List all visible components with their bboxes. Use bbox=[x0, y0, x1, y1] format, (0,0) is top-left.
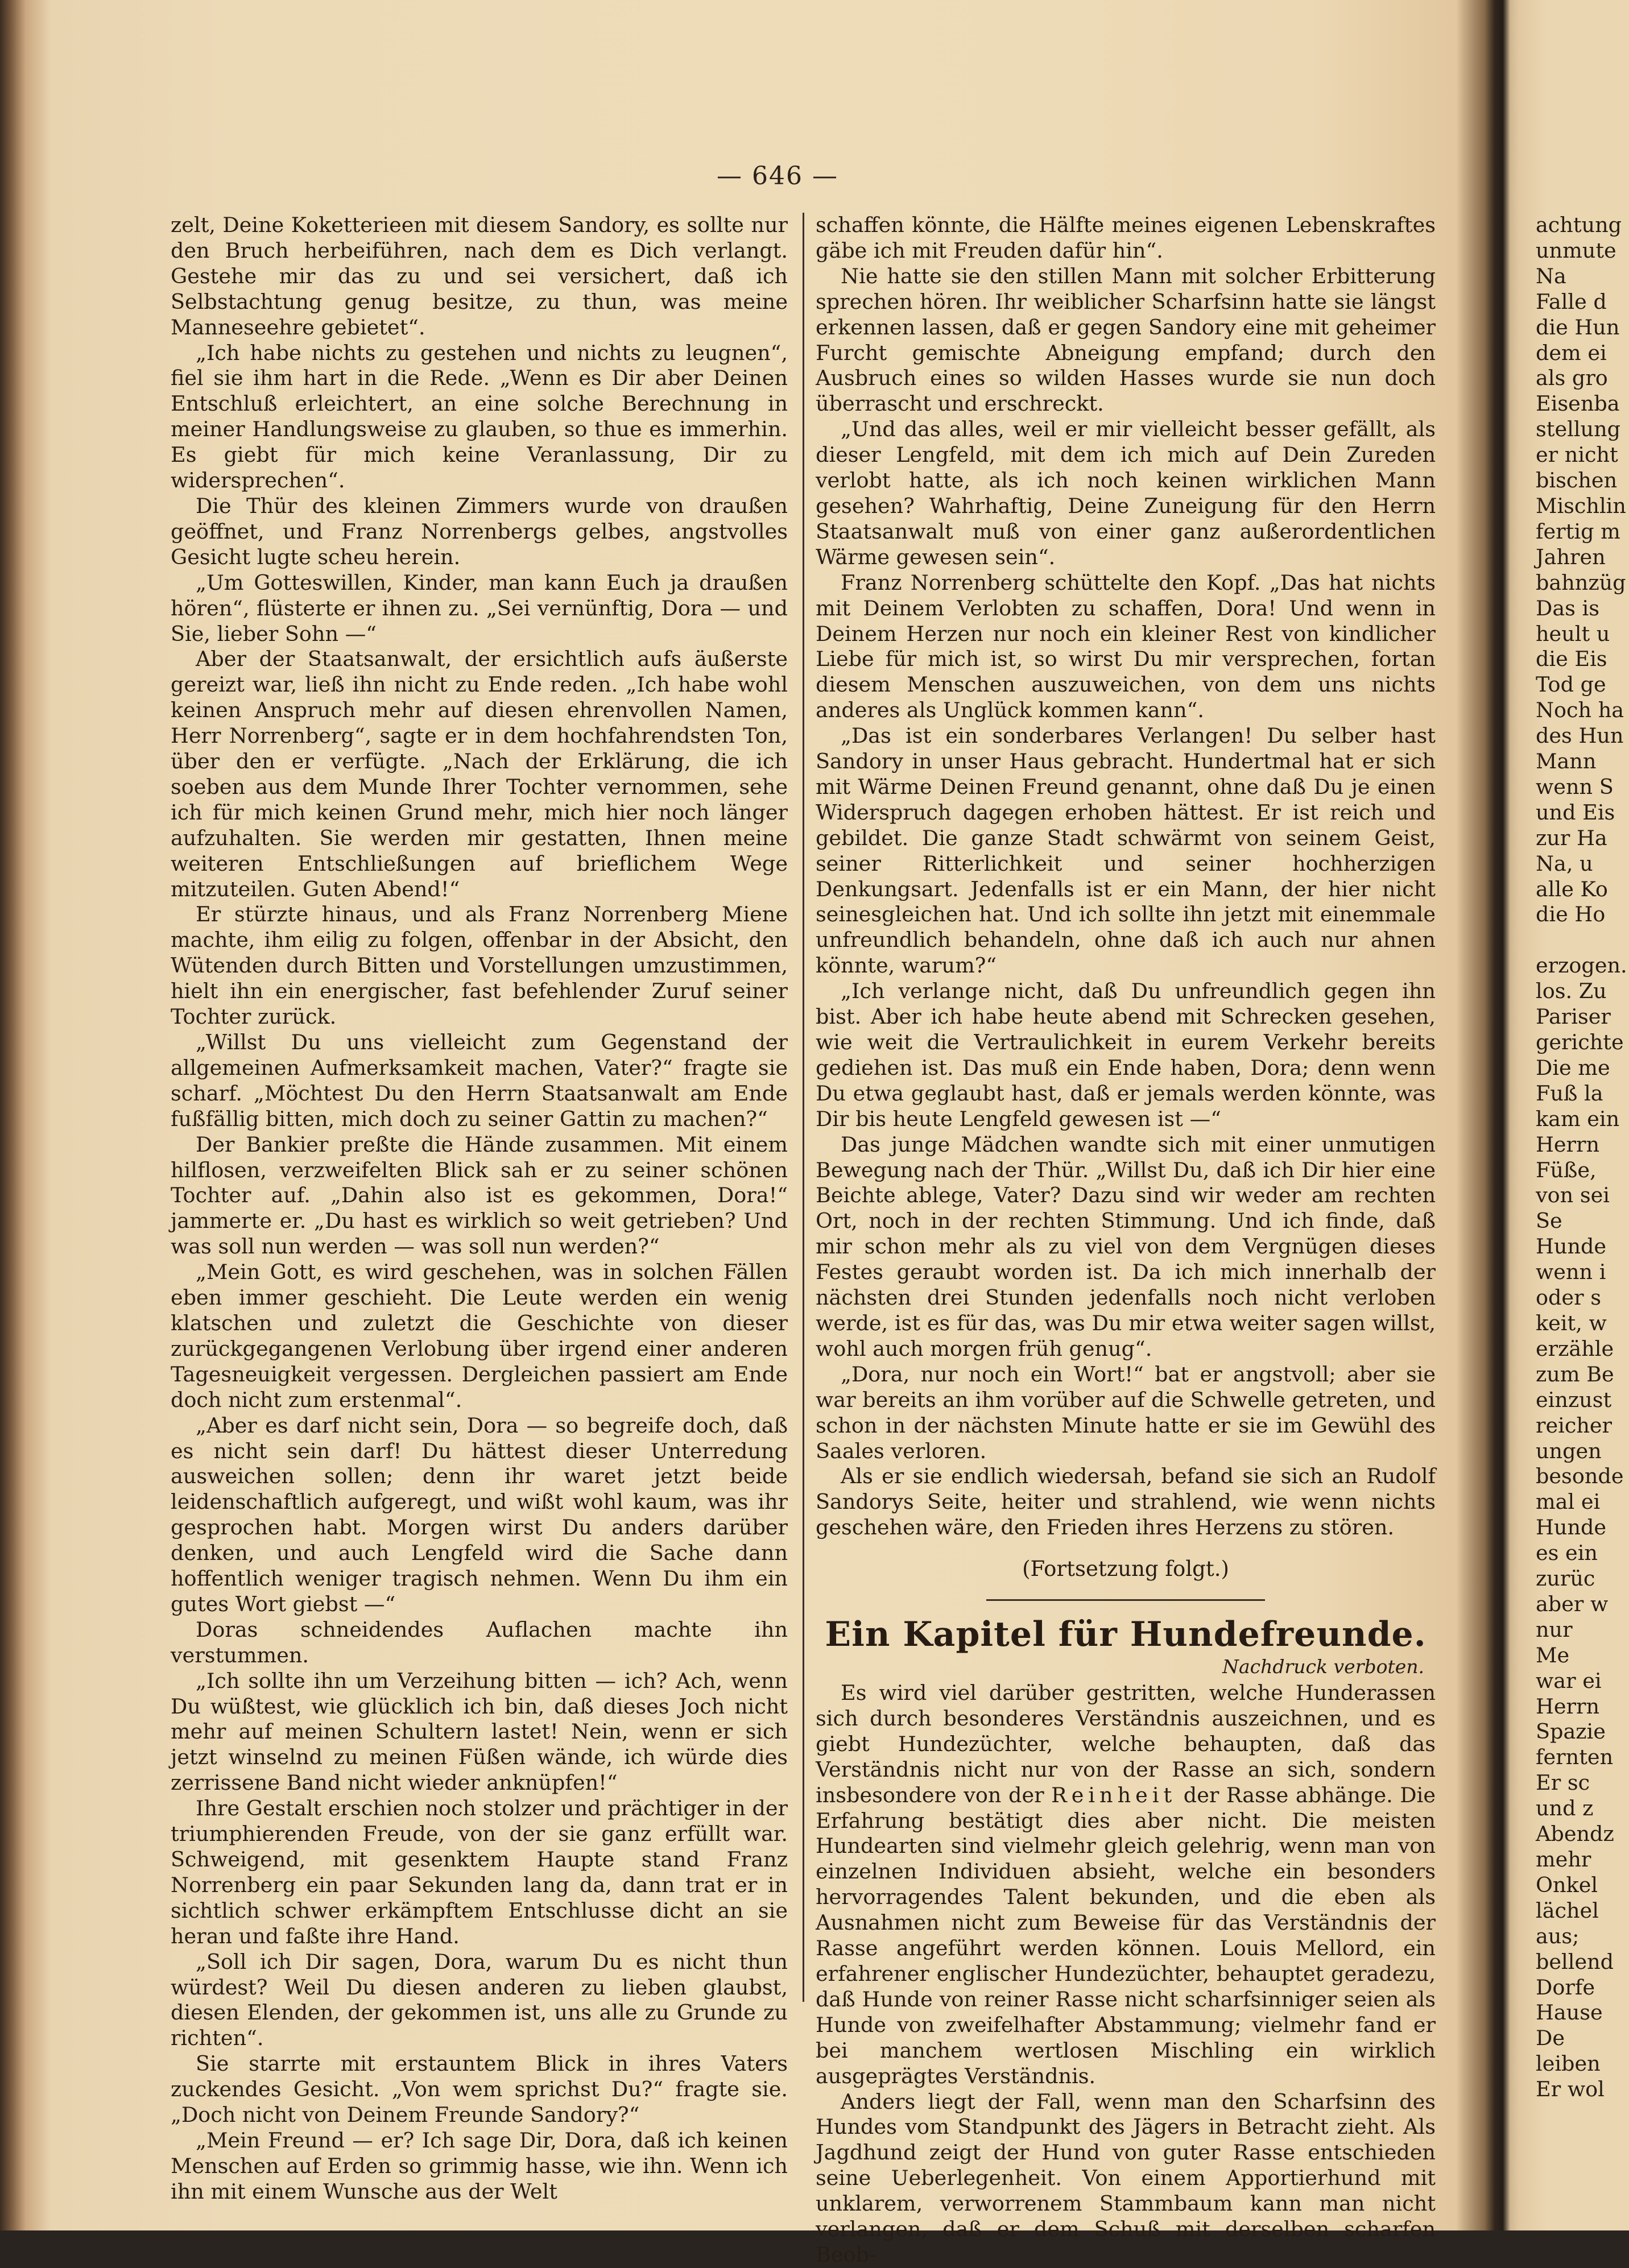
fragment-line: reicher bbox=[1536, 1413, 1613, 1438]
story-paragraph: „Mein Gott, es wird geschehen, was in solchen Fällen eben immer geschieht. Die Leute werden ein wenig klatschen und zuletzt die Geschichte von dieser zurückgegangenen Verlobung über irgend einer anderen Tagesneuigkeit vergessen. Dergleichen passiert am Ende doch nicht zum erstenmal“. bbox=[171, 1260, 788, 1412]
page-number: — 646 — bbox=[717, 162, 838, 191]
fragment-line: fernten bbox=[1536, 1745, 1614, 1770]
next-page-column-fragment bbox=[1536, 213, 1629, 2102]
gutter-shadow bbox=[1456, 0, 1519, 2230]
fragment-line: Mischlin bbox=[1536, 493, 1626, 518]
fragment-line: von sei bbox=[1536, 1183, 1610, 1208]
fragment-line: Pariser bbox=[1536, 1004, 1611, 1029]
fragment-line: dem ei bbox=[1536, 340, 1607, 365]
fragment-line: aus; bbox=[1536, 1923, 1580, 1948]
reprint-note: Nachdruck verboten. bbox=[1222, 1656, 1424, 1678]
fragment-line: und z bbox=[1536, 1796, 1594, 1821]
fragment-line: zum Be bbox=[1536, 1361, 1614, 1387]
fragment-line: Onkel bbox=[1536, 1872, 1598, 1897]
article-text: der Rasse abhänge. Die Erfahrung bestätigt dies aber nicht. Die meisten Hundearten sind vielmehr gleich gelehrig, wenn man von einzelnen Individuen absieht, welche ein besonders hervorragendes Talent bekunden, und die eben als Ausnahmen nicht zum Beweise für das Verständnis der Rasse angeführt werden können. Louis Mellord, ein erfahrener englischer Hundezüchter, behauptet geradezu, daß Hunde von reiner Rasse nicht scharfsinniger seien als Hunde von zweifelhafter Abstammung; vielmehr fand er bei manchem wertlosen Mischling ein wirklich ausgeprägtes Verständnis. bbox=[816, 1782, 1436, 2088]
fragment-line: stellung bbox=[1536, 417, 1621, 442]
fragment-line: keit, w bbox=[1536, 1310, 1607, 1335]
article-paragraph: Anders liegt der Fall, wenn man den Scharfsinn des Hundes vom Standpunkt des Jägers in Betracht zieht. Als Jagdhund zeigt der Hund von guter Rasse entschieden seine Ueberlegenheit. Von einem Apportierhund mit unklarem, verworrenem Stammbaum kann man nicht verlangen, daß er dem Schuß mit derselben scharfen Beob- bbox=[816, 2089, 1436, 2267]
column-divider bbox=[803, 213, 804, 2002]
story-paragraph: „Soll ich Dir sagen, Dora, warum Du es nicht thun würdest? Weil Du diesen anderen zu lieben glaubst, diesen Elenden, der gekommen ist, uns alle zu Grunde zu richten“. bbox=[171, 1949, 788, 2051]
article-paragraph bbox=[816, 1681, 1436, 2089]
fragment-line: Er wol bbox=[1536, 2077, 1605, 2102]
fragment-line: die Eis bbox=[1536, 647, 1607, 672]
left-column bbox=[171, 213, 788, 2204]
fragment-line: Na bbox=[1536, 263, 1566, 288]
fragment-line: mehr bbox=[1536, 1847, 1591, 1872]
fragment-line: Fuß la bbox=[1536, 1081, 1603, 1106]
story-paragraph: Der Bankier preßte die Hände zusammen. Mit einem hilflosen, verzweifelten Blick sah er zu seiner schönen Tochter auf. „Dahin also ist es gekommen, Dora!“ jammerte er. „Du hast es wirklich so weit getrieben? Und was soll nun werden — was soll nun werden?“ bbox=[171, 1132, 788, 1259]
article-separator-rule bbox=[986, 1599, 1265, 1601]
fragment-line: Herrn bbox=[1536, 1132, 1600, 1157]
story-paragraph: „Dora, nur noch ein Wort!“ bat er angstvoll; aber sie war bereits an ihm vorüber auf die Schwelle getreten, und schon in der nächsten Minute hatte er sie im Gewühl des Saales verloren. bbox=[816, 1361, 1436, 1463]
fragment-line: war ei bbox=[1536, 1668, 1602, 1693]
fragment-line: De bbox=[1536, 2026, 1565, 2051]
story-paragraph: Das junge Mädchen wandte sich mit einer unmutigen Bewegung nach der Thür. „Willst Du, daß ich Dir hier eine Beichte ablege, Vater? Dazu sind wir weder am rechten Ort, noch in der rechten Stimmung. Und ich finde, daß mir schon mehr als zu viel von dem Vergnügen dieses Festes geraubt worden ist. Da ich mich innerhalb der nächsten drei Stunden jedenfalls noch nicht verloben werde, ist es für das, was Du mir etwa weiter sagen willst, wohl auch morgen früh genug“. bbox=[816, 1132, 1436, 1361]
fragment-line: Er sc bbox=[1536, 1770, 1590, 1795]
emphasized-word: Reinheit bbox=[1051, 1782, 1177, 1807]
fragment-line: Dorfe bbox=[1536, 1975, 1595, 2000]
fragment-line: die Ho bbox=[1536, 902, 1606, 927]
fragment-line: unmute bbox=[1536, 238, 1616, 263]
story-paragraph: Er stürzte hinaus, und als Franz Norrenberg Miene machte, ihm eilig zu folgen, offenbar in der Absicht, den Wütenden durch Bitten und Vorstellungen umzustimmen, hielt ihn ein energischer, fast befehlender Zuruf seiner Tochter zurück. bbox=[171, 902, 788, 1029]
fragment-line: zur Ha bbox=[1536, 825, 1607, 850]
article-title: Ein Kapitel für Hundefreunde. bbox=[825, 1615, 1427, 1655]
fragment-line: Hunde bbox=[1536, 1234, 1607, 1259]
fragment-line: wenn S bbox=[1536, 774, 1614, 799]
header-rule bbox=[171, 208, 1436, 209]
fragment-line: ungen bbox=[1536, 1438, 1602, 1463]
fragment-line: Falle d bbox=[1536, 289, 1607, 314]
fragment-line: wenn i bbox=[1536, 1260, 1606, 1285]
fragment-line: heult u bbox=[1536, 621, 1610, 646]
fragment-line: bellend bbox=[1536, 1949, 1614, 1974]
fragment-line: Hunde bbox=[1536, 1515, 1607, 1540]
fragment-line: Füße, bbox=[1536, 1157, 1597, 1182]
fragment-line: als gro bbox=[1536, 366, 1608, 391]
story-paragraph: „Ich verlange nicht, daß Du unfreundlich gegen ihn bist. Aber ich habe heute abend mit Schrecken gesehen, wie weit die Vertraulichkeit in eurem Verkehr bereits gediehen ist. Das muß ein Ende haben, Dora; denn wenn Du etwa geglaubt hast, daß er jemals werden könnte, was Dir bis heute Lengfeld gewesen ist —“ bbox=[816, 979, 1436, 1131]
story-paragraph: „Willst Du uns vielleicht zum Gegenstand der allgemeinen Aufmerksamkeit machen, Vater?“ fragte sie scharf. „Möchtest Du den Herrn Staatsanwalt am Ende fußfällig bitten, mich doch zu seiner Gattin zu machen?“ bbox=[171, 1030, 788, 1131]
fragment-line: Mann bbox=[1536, 749, 1597, 774]
story-paragraph: zelt, Deine Koketterieen mit diesem Sandory, es sollte nur den Bruch herbeiführen, nach dem es Dich verlangt. Gestehe mir das zu und sei versichert, daß ich Selbstachtung genug besitze, zu thun, was meine Manneseehre gebietet“. bbox=[171, 213, 788, 340]
fragment-line: leiben bbox=[1536, 2051, 1601, 2076]
fragment-line: die Hun bbox=[1536, 314, 1620, 340]
fragment-line: erzogen. bbox=[1536, 953, 1627, 978]
fragment-line: los. Zu bbox=[1536, 979, 1607, 1004]
story-paragraph: „Mein Freund — er? Ich sage Dir, Dora, daß ich keinen Menschen auf Erden so grimmig hasse, wie ihn. Wenn ich ihn mit einem Wunsche aus der Welt bbox=[171, 2128, 788, 2204]
story-paragraph: „Das ist ein sonderbares Verlangen! Du selber hast Sandory in unser Haus gebracht. Hundertmal hat er sich mit Wärme Deinen Freund genannt, ohne daß Du je einen Widerspruch dagegen erhoben hättest. Er ist reich und gebildet. Die ganze Stadt schwärmt von seinem Geist, seiner Ritterlichkeit und seiner hochherzigen Denkungsart. Jedenfalls ist er ein Mann, der hier nicht seinesgleichen hat. Und ich sollte ihn jetzt mit einemmale unfreundlich behandeln, ohne daß ich auch nur ahnen könnte, warum?“ bbox=[816, 723, 1436, 978]
story-continuation bbox=[816, 213, 1436, 1541]
fragment-line: Jahren bbox=[1536, 544, 1606, 569]
fragment-line: kam ein bbox=[1536, 1106, 1620, 1131]
story-paragraph: „Und das alles, weil er mir vielleicht besser gefällt, als dieser Lengfeld, mit dem ich mich auf Dein Zureden verlobt hatte, als ich noch keinen wirklichen Mann gesehen? Wahrhaftig, Deine Zuneigung für den Herrn Staatsanwalt muß von einer ganz außerordentlichen Wärme gewesen sein“. bbox=[816, 417, 1436, 569]
fragment-line: Spazie bbox=[1536, 1719, 1606, 1744]
fragment-line: Me bbox=[1536, 1642, 1570, 1667]
fragment-line: Abendz bbox=[1536, 1822, 1614, 1847]
fragment-line: aber w bbox=[1536, 1591, 1609, 1616]
fragment-line: es ein bbox=[1536, 1541, 1598, 1566]
fragment-line: mal ei bbox=[1536, 1489, 1601, 1514]
fragment-line: des Hun bbox=[1536, 723, 1624, 748]
story-paragraph: Ihre Gestalt erschien noch stolzer und prächtiger in der triumphierenden Freude, von der sie ganz erfüllt war. Schweigend, mit gesenktem Haupte stand Franz Norrenberg ein paar Sekunden lang da, dann trat er in sichtlich schwer erkämpftem Entschlusse dicht an sie heran und faßte ihre Hand. bbox=[171, 1796, 788, 1948]
fragment-line: Tod ge bbox=[1536, 672, 1606, 697]
fragment-line: einzust bbox=[1536, 1387, 1612, 1412]
fragment-line: alle Ko bbox=[1536, 876, 1608, 901]
fragment-line: Noch ha bbox=[1536, 698, 1624, 723]
continued-note: (Fortsetzung folgt.) bbox=[1022, 1557, 1229, 1582]
story-paragraph: „Aber es darf nicht sein, Dora — so begreife doch, daß es nicht sein darf! Du hättest dieser Unterredung ausweichen sollen; denn ihr waret jetzt beide leidenschaftlich aufgeregt, und wißt wohl kaum, was ihr gesprochen habt. Morgen wirst Du anders darüber denken, und auch Lengfeld wird die Sache dann hoffentlich weniger tragisch nehmen. Wenn Du ihm ein gutes Wort giebst —“ bbox=[171, 1413, 788, 1616]
fragment-line: Herrn bbox=[1536, 1694, 1600, 1719]
fragment-line: besonde bbox=[1536, 1464, 1624, 1489]
story-paragraph: Nie hatte sie den stillen Mann mit solcher Erbitterung sprechen hören. Ihr weiblicher Scharfsinn hatte sie längst erkennen lassen, daß er gegen Sandory eine mit geheimer Furcht gemischte Abneigung empfand; durch den Ausbruch eines so wilden Hasses wurde sie nun doch überrascht und erschreckt. bbox=[816, 263, 1436, 416]
fragment-line: fertig m bbox=[1536, 519, 1620, 544]
fragment-line: nur bbox=[1536, 1617, 1573, 1642]
fragment-line: Hause bbox=[1536, 2000, 1603, 2025]
fragment-line: achtung bbox=[1536, 213, 1622, 237]
story-paragraph: Franz Norrenberg schüttelte den Kopf. „Das hat nichts mit Deinem Verlobten zu schaffen, Dora! Und wenn in Deinem Herzen nur noch ein kleiner Rest von kindlicher Liebe für mich ist, so wirst Du mir versprechen, fortan diesem Menschen auszuweichen, von dem uns nichts anderes als Unglück kommen kann“. bbox=[816, 570, 1436, 723]
story-paragraph: schaffen könnte, die Hälfte meines eigenen Lebenskraftes gäbe ich mit Freuden dafür hin“. bbox=[816, 213, 1436, 263]
fragment-line bbox=[1536, 928, 1629, 953]
fragment-line: Na, u bbox=[1536, 851, 1593, 876]
fragment-line: zurüc bbox=[1536, 1566, 1595, 1591]
story-paragraph: Die Thür des kleinen Zimmers wurde von draußen geöffnet, und Franz Norrenbergs gelbes, angstvolles Gesicht lugte scheu herein. bbox=[171, 493, 788, 569]
fragment-line: Eisenba bbox=[1536, 391, 1620, 416]
story-paragraph: „Ich sollte ihn um Verzeihung bitten — ich? Ach, wenn Du wüßtest, wie glücklich ich bin, daß dieses Joch nicht mehr auf meinen Schultern lastet! Nein, wenn er sich jetzt winselnd zu meinen Füßen wände, ich würde dies zerrissene Band nicht wieder anknüpfen!“ bbox=[171, 1668, 788, 1795]
story-paragraph: Als er sie endlich wiedersah, befand sie sich an Rudolf Sandorys Seite, heiter und strahlend, wie wenn nichts geschehen wäre, den Frieden ihres Herzens zu stören. bbox=[816, 1464, 1436, 1540]
story-paragraph: Doras schneidendes Auflachen machte ihn verstummen. bbox=[171, 1617, 788, 1667]
story-paragraph: „Um Gotteswillen, Kinder, man kann Euch ja draußen hören“, flüsterte er ihnen zu. „Sei vernünftig, Dora — und Sie, lieber Sohn —“ bbox=[171, 570, 788, 646]
fragment-line: Das is bbox=[1536, 595, 1600, 620]
middle-column bbox=[816, 213, 1436, 2267]
story-paragraph: Sie starrte mit erstauntem Blick in ihres Vaters zuckendes Gesicht. „Von wem sprichst Du?“ fragte sie. „Doch nicht von Deinem Freunde Sandory?“ bbox=[171, 2051, 788, 2128]
story-paragraph: „Ich habe nichts zu gestehen und nichts zu leugnen“, fiel sie ihm hart in die Rede. „Wenn es Dir aber Deinen Entschluß erleichtert, an eine solche Berechnung in meiner Handlungsweise zu glauben, so thue es immerhin. Es giebt für mich keine Veranlassung, Dir zu widersprechen“. bbox=[171, 340, 788, 493]
fragment-line: gerichte bbox=[1536, 1030, 1624, 1054]
fragment-line: erzähle bbox=[1536, 1336, 1614, 1361]
fragment-line: und Eis bbox=[1536, 800, 1615, 825]
story-paragraph: Aber der Staatsanwalt, der ersichtlich aufs äußerste gereizt war, ließ ihn nicht zu Ende reden. „Ich habe wohl keinen Anspruch mehr auf diesen ehrenvollen Namen, Herr Norrenberg“, sagte er in dem hochfahrendsten Ton, über den er verfügte. „Nach der Erklärung, die ich soeben aus dem Munde Ihrer Tochter vernommen, sehe ich für mich keinen Grund mehr, mich hier noch länger aufzuhalten. Sie werden mir gestatten, Ihnen meine weiteren Entschließungen auf brieflichem Wege mitzuteilen. Guten Abend!“ bbox=[171, 647, 788, 901]
fragment-line: oder s bbox=[1536, 1285, 1601, 1310]
fragment-line: er nicht bbox=[1536, 442, 1618, 467]
fragment-line: lächel bbox=[1536, 1898, 1599, 1923]
fragment-line: bahnzüg bbox=[1536, 570, 1626, 595]
fragment-line: Se bbox=[1536, 1209, 1562, 1234]
article-text: Es wird viel darüber gestritten, welche Hunderassen sich durch besonderes Verständnis auszeichnen, und es giebt Hundezüchter, welche behaupten, daß das Verständnis nicht nur von der Rasse an sich, sondern insbesondere von der bbox=[816, 1681, 1436, 1807]
fragment-line: bischen bbox=[1536, 468, 1618, 493]
fragment-line: Die me bbox=[1536, 1055, 1610, 1080]
